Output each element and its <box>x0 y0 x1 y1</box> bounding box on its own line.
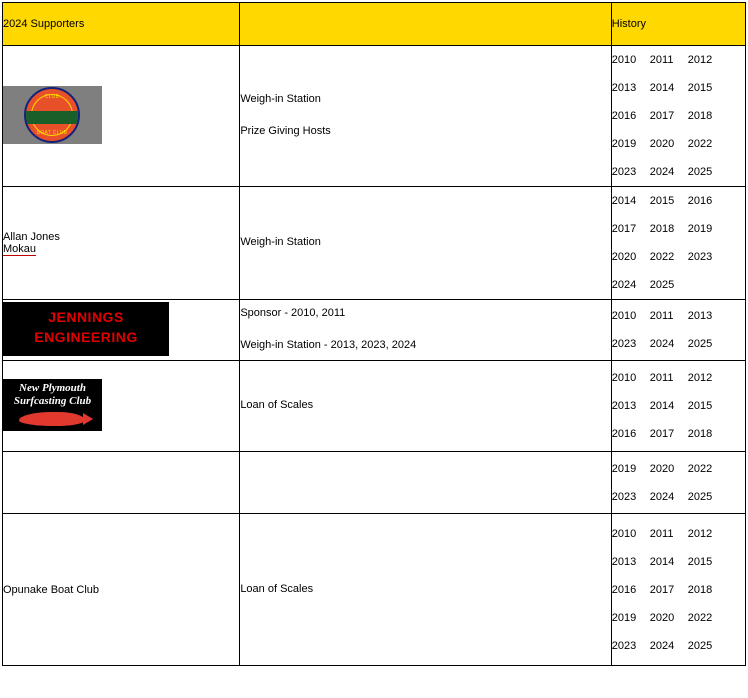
surfcasting-club-logo <box>3 379 102 431</box>
role-cell <box>240 514 611 666</box>
role-line: Sponsor - 2010, 2011 <box>240 307 346 320</box>
supporter-cell: Opunake Boat Club <box>3 514 240 666</box>
year: 2019 <box>687 223 713 236</box>
year: 2017 <box>649 583 675 596</box>
year: 2013 <box>611 82 637 95</box>
year-list <box>612 302 745 358</box>
role-cell <box>240 361 611 452</box>
year: 2025 <box>687 639 713 652</box>
year: 2024 <box>649 338 675 351</box>
year: 2024 <box>649 166 675 179</box>
year: 2015 <box>687 400 713 413</box>
history-cell <box>611 452 745 514</box>
year: 2020 <box>649 611 675 624</box>
year: 2025 <box>687 490 713 503</box>
year: 2010 <box>611 310 637 323</box>
year: 2014 <box>649 400 675 413</box>
header-role <box>240 3 611 46</box>
year-list <box>612 46 745 186</box>
supporter-cell <box>3 46 240 187</box>
year-list <box>612 455 745 511</box>
year: 2010 <box>611 527 637 540</box>
role-cell <box>240 300 611 361</box>
supporter-cell <box>3 452 240 514</box>
year: 2010 <box>611 372 637 385</box>
year: 2014 <box>649 555 675 568</box>
table-row <box>3 361 746 452</box>
year-list <box>612 187 745 299</box>
year: 2012 <box>687 54 713 66</box>
year: 2019 <box>611 138 637 151</box>
year: 2010 <box>611 54 637 66</box>
year: 2016 <box>611 428 637 441</box>
year: 2019 <box>611 611 637 624</box>
role-line: Weigh-in Station <box>240 236 321 249</box>
table-row <box>3 514 746 666</box>
role-line: Weigh-in Station - 2013, 2023, 2024 <box>240 339 417 352</box>
logo-line-2: Surfcasting Club <box>13 394 92 407</box>
role-cell <box>240 187 611 300</box>
supporter-cell <box>3 300 240 361</box>
year: 2015 <box>687 555 713 568</box>
year: 2020 <box>649 462 675 475</box>
year: 2024 <box>611 279 637 292</box>
badge-bottom-text: BOAT CLUB <box>36 129 68 136</box>
year: 2020 <box>649 138 675 151</box>
year: 2016 <box>687 195 713 208</box>
year: 2012 <box>687 527 713 540</box>
history-cell <box>611 361 745 452</box>
year: 2012 <box>687 372 713 385</box>
year: 2013 <box>611 400 637 413</box>
year: 2023 <box>611 639 637 652</box>
supporter-location: Mokau <box>3 242 37 255</box>
table-row <box>3 187 746 300</box>
role-line: Loan of Scales <box>240 582 314 595</box>
logo-line-1: New Plymouth <box>19 381 86 394</box>
supporter-cell <box>3 187 240 300</box>
year: 2022 <box>687 138 713 151</box>
year: 2023 <box>687 251 713 264</box>
year-list <box>612 364 745 448</box>
year-list <box>612 520 745 660</box>
supporters-table <box>2 2 746 666</box>
year: 2014 <box>649 82 675 95</box>
year: 2025 <box>687 166 713 179</box>
year: 2016 <box>611 110 637 123</box>
table-header-row <box>3 3 746 46</box>
year: 2013 <box>687 310 713 323</box>
role-line: Prize Giving Hosts <box>240 125 331 138</box>
year: 2025 <box>649 279 675 292</box>
year: 2011 <box>649 527 674 540</box>
year: 2023 <box>611 490 637 503</box>
year: 2017 <box>611 223 637 236</box>
year: 2014 <box>611 195 637 208</box>
badge-top-text: CLUB <box>44 93 60 100</box>
header-supporters: 2024 Supporters <box>3 3 240 46</box>
year: 2023 <box>611 166 637 179</box>
year: 2017 <box>649 110 675 123</box>
year: 2025 <box>687 338 713 351</box>
year: 2015 <box>649 195 675 208</box>
year: 2018 <box>687 428 713 441</box>
year: 2018 <box>649 223 675 236</box>
year: 2024 <box>649 639 675 652</box>
logo-line-1: JENNINGS <box>48 308 124 325</box>
year: 2020 <box>611 251 637 264</box>
role-cell <box>240 46 611 187</box>
year: 2019 <box>611 462 637 475</box>
role-line: Loan of Scales <box>240 399 314 412</box>
table-row <box>3 46 746 187</box>
role-line: Weigh-in Station <box>240 93 321 106</box>
year: 2023 <box>611 338 637 351</box>
year: 2011 <box>649 54 674 66</box>
header-history: History <box>611 3 745 46</box>
year: 2017 <box>649 428 675 441</box>
year: 2013 <box>611 555 637 568</box>
table-row <box>3 300 746 361</box>
supporter-name: Allan Jones <box>3 230 60 243</box>
history-cell <box>611 514 745 666</box>
year: 2016 <box>611 583 637 596</box>
year: 2022 <box>687 611 713 624</box>
jennings-engineering-logo <box>3 302 169 356</box>
year: 2022 <box>687 462 713 475</box>
history-cell <box>611 46 745 187</box>
year: 2011 <box>649 310 674 323</box>
logo-line-2: ENGINEERING <box>34 328 138 345</box>
club-badge-logo <box>3 86 102 144</box>
year: 2022 <box>649 251 675 264</box>
history-cell <box>611 187 745 300</box>
year: 2015 <box>687 82 713 95</box>
role-cell <box>240 452 611 514</box>
history-cell <box>611 300 745 361</box>
supporter-cell <box>3 361 240 452</box>
year: 2011 <box>649 372 674 385</box>
year: 2024 <box>649 490 675 503</box>
year: 2018 <box>687 583 713 596</box>
year: 2018 <box>687 110 713 123</box>
table-row <box>3 452 746 514</box>
fish-icon <box>19 412 85 426</box>
